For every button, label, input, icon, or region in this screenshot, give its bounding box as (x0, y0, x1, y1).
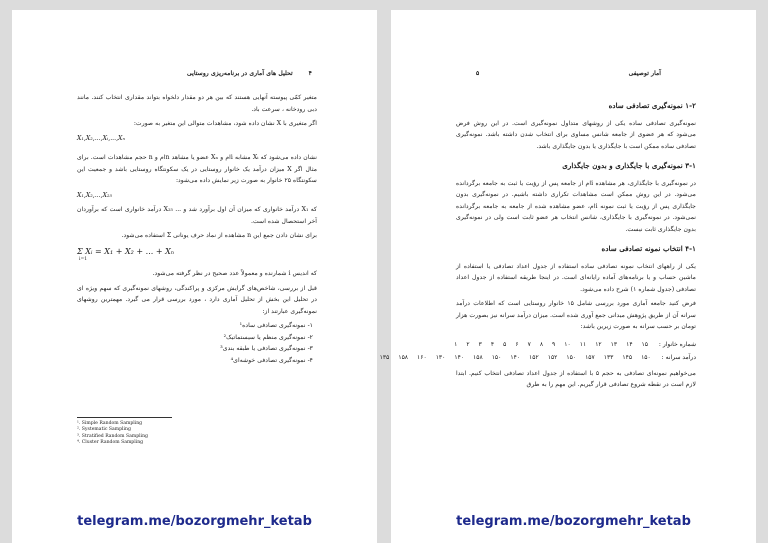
section-heading: ۳-۱ نمونه‌گیری با جایگذاری و بدون جایگذاری (562, 161, 696, 170)
paragraph: می‌خواهیم نمونه‌ای تصادفی به حجم ۵ با استفاده از جدول اعداد تصادفی انتخاب کنیم. ابتدا لازم است در نقطه شروع تصادفی قرار گیریم. این مهم را به طرق (456, 369, 696, 388)
table-cell: ۴ (490, 340, 495, 348)
summation-formula (77, 246, 317, 263)
running-title: تحلیل های آماری در برنامه‌ریزی روستایی (187, 70, 293, 77)
table-cell: ۱۵۷ (585, 354, 595, 361)
sequence-notation: X₁,X₂,...,Xᵢ,...,Xₙ (77, 134, 125, 142)
table-cell: ۱۲ (595, 340, 602, 348)
table-cell: ۱۴۰ (454, 354, 465, 361)
table-cell: ۱۵۲ (547, 354, 558, 361)
paragraph: فرض کنید جامعه آماری مورد بررسی شامل ۱۵ خانوار روستایی است که اطلاعات درآمد سرانه آن از طریق پژوهش میدانی جمع آوری شده است. میزان درآمد سرانه نیز بصورت هزار تومان بر حسب سرانه به صورت زیرین باشد: (456, 300, 696, 330)
section-heading: ۱-۲ نمونه‌گیری تصادفی ساده (608, 101, 696, 110)
table-cell: ۱ (454, 340, 458, 348)
section-heading: ۴-۱ انتخاب نمونه تصادفی ساده (601, 244, 696, 253)
table-cell: ۱۵۰ (491, 354, 502, 361)
table-cell: ۱۳ (610, 340, 618, 348)
table-cell: ۱۶۰ (417, 354, 427, 361)
list-item: ۴- نمونه‌گیری تصادفی خوشه‌ای⁴ (230, 356, 313, 364)
running-title: آمار توصیفی (628, 70, 661, 77)
table-cell: ۱۴ (626, 340, 633, 348)
table-cell: ۹ (552, 340, 556, 348)
page-body (77, 92, 317, 366)
table-cell: ۳ (478, 340, 482, 348)
table-cell: ۶ (515, 340, 519, 348)
table-cell: ۱۵۰ (641, 354, 651, 361)
footnote: ⁴. Cluster Random Sampling (77, 440, 144, 446)
paragraph: متغیر کمّی پیوسته آنهایی هستند که بین هر دو مقدار دلخواه بتواند مقداری انتخاب کنند. مانند دبی رودخانه ، سرعت باد. (77, 94, 317, 113)
household-number-row (456, 339, 696, 351)
page-left (12, 10, 377, 543)
row-label: درآمد سرانه : (661, 354, 696, 361)
footnote: ². Systematic Sampling (77, 427, 131, 433)
table-cell: ۱۳۰ (435, 354, 446, 361)
formula-limits: i=1 (79, 257, 88, 262)
formula-text: Σ Xᵢ = X₁ + X₂ + ... + Xₙ (77, 246, 175, 256)
table-cell: ۱۵ (641, 340, 648, 348)
table-cell: ۱۵۸ (473, 354, 483, 361)
table-cell: ۱۱ (579, 340, 587, 348)
table-cell: ۱۵۸ (398, 354, 409, 361)
table-cell: ۵ (503, 340, 507, 348)
list-item: ۳- نمونه‌گیری تصادفی یا طبقه بندی³ (220, 345, 313, 352)
watermark-link: telegram.me/bozorgmehr_ketab (77, 514, 312, 529)
row-label: شماره خانوار : (658, 340, 696, 348)
table-cell: ۸ (539, 340, 544, 348)
table-cell: ۱۳۵ (379, 354, 390, 361)
table-cell: ۱۰ (564, 340, 571, 348)
paragraph: اگر متغیری با X نشان داده شود، مشاهدات متوالی این متغیر به صورت: (133, 120, 317, 127)
page-right (379, 10, 756, 543)
list-item: ۲- نمونه‌گیری منظم یا سیستماتیک² (223, 333, 313, 341)
list-item: ۱- نمونه‌گیری تصادفی ساده¹ (239, 322, 313, 329)
footnotes (77, 421, 148, 447)
paragraph: برای نشان دادن جمع این n مشاهده از نماد حرف یونانی Σ استفاده می‌شود. (121, 232, 317, 239)
watermark-link: telegram.me/bozorgmehr_ketab (456, 514, 691, 529)
income-row (379, 352, 696, 364)
table-cell: ۱۴۰ (510, 354, 521, 361)
table-cell: ۱۴۵ (622, 354, 633, 361)
page-header (77, 70, 312, 82)
paragraph: که اندیس i شمارنده و معمولاً عدد صحیح در نظر گرفته می‌شود. (152, 270, 317, 277)
page-header (456, 70, 691, 82)
paragraph: نشان داده می‌شود که Xᵢ مشابه iام و Xₙ عضو یا مشاهد nام و n حجم مشاهدات است. برای مثال اگر X میزان درآمد یک خانوار روستایی در یک سکونتگاه روستایی باشد و جمعیت این سکونتگاه ۲۵ خانوار به صورت زیر نمایش داده می‌شود: (77, 154, 318, 184)
paragraph: یکی از راههای انتخاب نمونه تصادفی ساده استفاده از جدول اعداد تصادفی یا استفاده از ماشین حساب و یا برنامه‌های آماده رایانه‌ای است. در اینجا طریقه استفاده از جدول اعداد تصادفی (جدول شماره ۱) شرح داده می‌شود. (456, 262, 696, 293)
sequence-notation: X₁,X₂,...,X₂₅ (77, 191, 112, 199)
page-number: ۴ (308, 70, 312, 77)
footnote-divider (77, 417, 172, 418)
table-cell: ۱۳۳ (603, 354, 614, 361)
paragraph: قبل از بررسی، شاخص‌های گرایش مرکزی و پراکندگی، روشهای نمونه‌گیری که سهم ویژه ای در تحلیل این بخش از تحلیل آماری دارد ، مورد بررسی قرار می گیرد. مهمترین روشهای نمونه‌گیری عبارتند از: (77, 284, 317, 315)
paragraph: نمونه‌گیری تصادفی ساده یکی از روشهای متداول نمونه‌گیری است. در این روش فرض می‌شود که هر عضوی از جامعه شانس مساوی برای انتخاب شدن داشته باشد. نمونه‌گیری تصادفی ساده ممکن است با جایگذاری یا بدون جایگذاری باشد. (456, 119, 696, 150)
paragraph: که X₁ درآمد خانواری که میزان آن اول برآورد شد و ... X₂₅ درآمد خانواری است که برآوردان آخر استحصال شده است. (77, 206, 317, 225)
page-body (379, 92, 696, 394)
paragraph: در نمونه‌گیری با جایگذاری، هر مشاهده iام از جامعه پس از رؤیت یا ثبت به جامعه برگردانده می‌شود. در این روش ممکن است مشاهدات تکراری داشته باشیم. در نمونه‌گیری بدون جایگذاری پس از رؤیت یا ثبت نمونه iام، عضو مشاهده شده از جامعه به جامعه برگردانده نمی‌شود. در نمونه‌گیری با جایگذاری، شانس انتخاب هر عضو ثابت است ولی در نمونه‌گیری بدون جایگذاری ثابت نیست. (456, 179, 696, 233)
footnote: ³. Stratified Random Sampling (77, 433, 148, 439)
table-cell: ۲ (466, 340, 470, 348)
table-cell: ۱۵۰ (566, 354, 577, 361)
table-cell: ۷ (527, 340, 531, 348)
page-number: ۵ (476, 70, 480, 77)
table-cell: ۱۵۲ (529, 354, 539, 361)
footnote: ¹. Simple Random Sampling (77, 421, 143, 426)
